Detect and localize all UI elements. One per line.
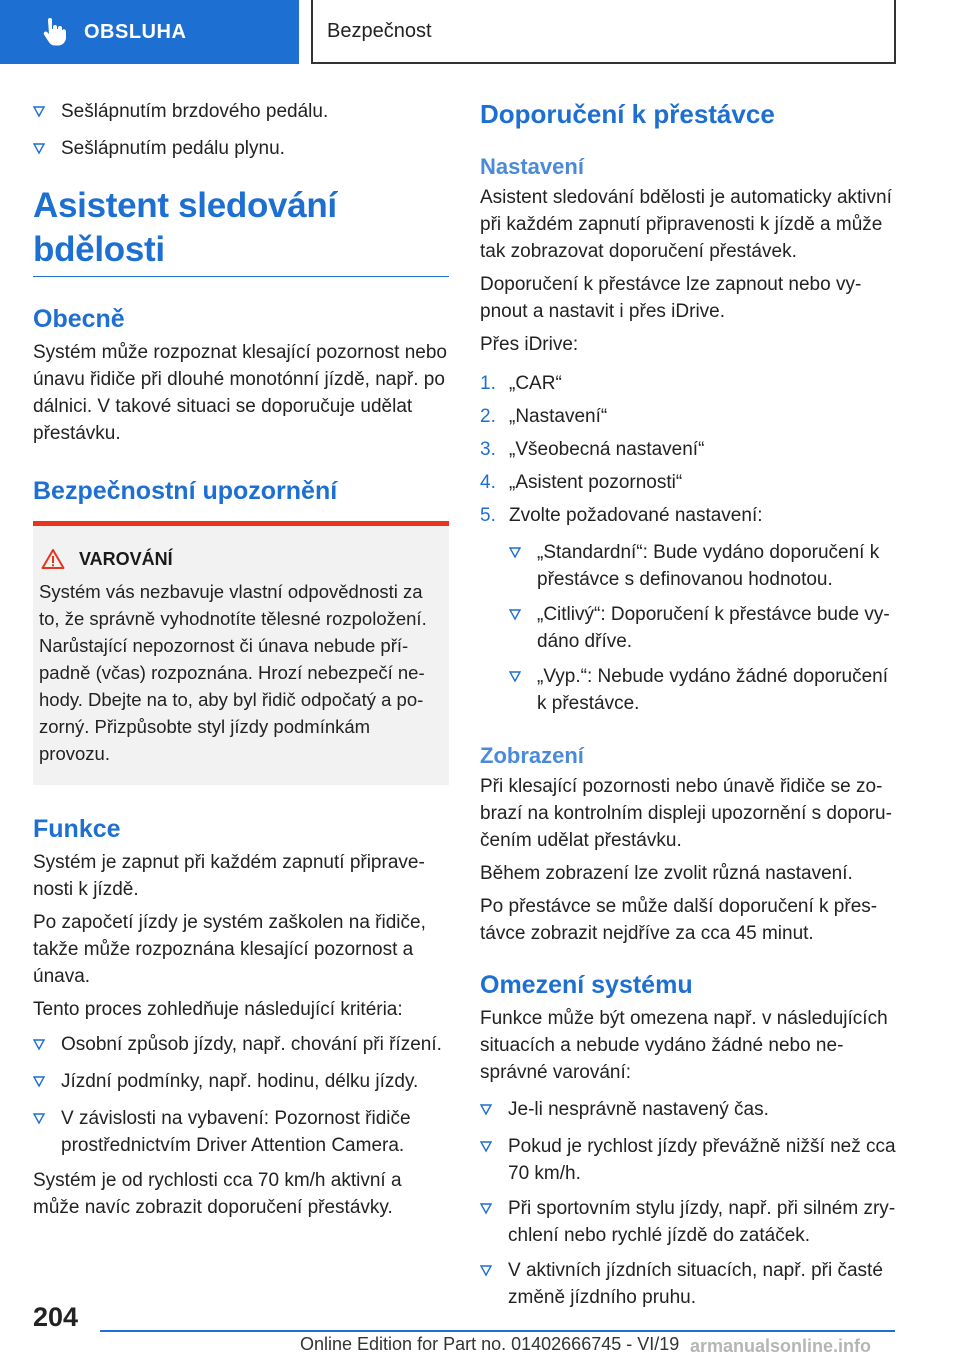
list-item	[480, 1257, 896, 1311]
warning-triangle-icon	[41, 548, 65, 570]
triangle-bullet-icon	[480, 1257, 508, 1311]
step-number: 2.	[480, 406, 496, 427]
triangle-bullet-icon	[480, 1096, 508, 1125]
list-item	[480, 539, 896, 593]
triangle-bullet-icon	[33, 1068, 61, 1097]
triangle-bullet-icon	[509, 601, 537, 655]
list-item-text: Sešlápnutím brzdového pedálu.	[61, 101, 329, 122]
watermark: armanualsonline.info	[690, 1336, 872, 1356]
paragraph: Systém může rozpoznat klesající pozornost nebo únavu řidiče při dlouhé monotónní jízdě, např. po dálnici. V takové situaci se doporučuje udělat přestávku.	[33, 342, 447, 444]
list-item-text: „Vyp.“: Nebude vydáno žádné doporučení k přestávce.	[537, 666, 889, 714]
section-title-break: Doporučení k přestávce	[480, 99, 775, 129]
warning-text: Systém vás nezbavuje vlastní odpovědnosti za to, že správně vyhodnotíte tělesné rozpoložení. Narůstající nepozornost či únava nebude případně (včas) rozpoznána. Hrozí nebezpečí nehody. Dbejte na to, aby byl řidič odpočatý a pozorný. Přizpůsobte styl jízdy podmínkám provozu.	[39, 581, 427, 764]
paragraph: Po přestávce se může další doporučení k přestávce zobrazit nejdříve za cca 45 minut.	[480, 896, 878, 944]
list-item	[480, 663, 896, 717]
section-heading-funkce: Funkce	[33, 815, 121, 843]
chapter-label: Bezpečnost	[327, 19, 432, 42]
subheading-nastaveni: Nastavení	[480, 154, 584, 179]
paragraph: Doporučení k přestávce lze zapnout nebo vypnout a nastavit i přes iDrive.	[480, 274, 862, 322]
step-item	[480, 403, 896, 430]
step-number: 3.	[480, 439, 496, 460]
list-item	[480, 601, 896, 655]
section-tab[interactable]	[0, 0, 299, 64]
paragraph: Funkce může být omezena např. v následujících situacích a nebude vydáno žádné nebo nesprávné varování:	[480, 1008, 888, 1083]
triangle-bullet-icon	[480, 1195, 508, 1249]
list-item-text: Sešlápnutím pedálu plynu.	[61, 138, 285, 159]
triangle-bullet-icon	[480, 1133, 508, 1187]
step-item	[480, 502, 896, 529]
step-text: „Všeobecná nastavení“	[509, 439, 705, 460]
list-item	[33, 1031, 449, 1060]
list-item-text: V aktivních jízdních situacích, např. při časté změně jízdního pruhu.	[508, 1260, 883, 1308]
triangle-bullet-icon	[509, 663, 537, 717]
triangle-bullet-icon	[33, 98, 61, 127]
paragraph: Po započetí jízdy je systém zaškolen na řidiče, takže může rozpoznána klesající pozornost a únava.	[33, 912, 426, 987]
page-number: 204	[33, 1302, 79, 1332]
list-item-text: Jízdní podmínky, např. hodinu, délku jízdy.	[61, 1071, 419, 1092]
list-item-text: Pokud je rychlost jízdy převážně nižší než cca 70 km/h.	[508, 1136, 896, 1184]
paragraph: Systém je zapnut při každém zapnutí připravenosti k jízdě.	[33, 852, 425, 900]
step-text: „Nastavení“	[509, 406, 608, 427]
paragraph: Při klesající pozornosti nebo únavě řidiče se zobrazí na kontrolním displeji upozornění s doporučením udělat přestávku.	[480, 776, 892, 851]
step-number: 1.	[480, 373, 496, 394]
left-column	[33, 98, 449, 1227]
list-item	[33, 1105, 449, 1159]
list-item-text: Osobní způsob jízdy, např. chování při řízení.	[61, 1034, 442, 1055]
paragraph: Tento proces zohledňuje následující kritéria:	[33, 999, 403, 1020]
step-item	[480, 436, 896, 463]
edition-text: Online Edition for Part no. 01402666745 - VI/19	[300, 1334, 680, 1354]
subheading-zobrazeni: Zobrazení	[480, 743, 584, 768]
page-title: Asistent sledování bdělosti	[33, 184, 449, 277]
list-item	[33, 1068, 449, 1097]
step-item	[480, 370, 896, 397]
footer-divider	[100, 1330, 895, 1332]
hand-pointer-icon	[40, 18, 66, 46]
list-item	[480, 1195, 896, 1249]
list-item-text: „Standardní“: Bude vydáno doporučení k přestávce s definovanou hodnotou.	[537, 542, 880, 590]
section-heading-obecne: Obecně	[33, 305, 125, 333]
list-item	[33, 135, 449, 164]
list-item	[33, 98, 449, 127]
step-text: „CAR“	[509, 373, 562, 394]
warning-title: VAROVÁNÍ	[39, 548, 441, 570]
step-text: „Asistent pozornosti“	[509, 472, 683, 493]
paragraph: Během zobrazení lze zvolit různá nastavení.	[480, 863, 853, 884]
step-item	[480, 469, 896, 496]
page-header	[0, 0, 960, 66]
section-heading-safety: Bezpečnostní upozornění	[33, 477, 338, 505]
step-text: Zvolte požadované nastavení:	[509, 505, 763, 526]
list-item-text: V závislosti na vybavení: Pozornost řidiče prostřednictvím Driver Attention Camera.	[61, 1108, 411, 1156]
section-label: OBSLUHA	[84, 20, 187, 43]
paragraph: Asistent sledování bdělosti je automaticky aktivní při každém zapnutí připravenosti k jízdě a může tak zobrazovat doporučení přestávek.	[480, 187, 892, 262]
right-column	[480, 98, 896, 1319]
section-heading-omezeni: Omezení systému	[480, 971, 693, 999]
triangle-bullet-icon	[509, 539, 537, 593]
list-item	[480, 1133, 896, 1187]
step-number: 4.	[480, 472, 496, 493]
list-item-text: Je-li nesprávně nastavený čas.	[508, 1099, 769, 1120]
chapter-tab[interactable]	[311, 0, 896, 64]
list-item-text: „Citlivý“: Doporučení k přestávce bude vydáno dříve.	[537, 604, 890, 652]
step-number: 5.	[480, 505, 496, 526]
triangle-bullet-icon	[33, 1105, 61, 1159]
paragraph: Přes iDrive:	[480, 334, 579, 355]
triangle-bullet-icon	[33, 135, 61, 164]
warning-box	[33, 521, 449, 785]
paragraph: Systém je od rychlosti cca 70 km/h aktivní a může navíc zobrazit doporučení přestávky.	[33, 1170, 402, 1218]
list-item	[480, 1096, 896, 1125]
triangle-bullet-icon	[33, 1031, 61, 1060]
list-item-text: Při sportovním stylu jízdy, např. při silném zrychlení nebo rychlé jízdě do zatáček.	[508, 1198, 896, 1246]
